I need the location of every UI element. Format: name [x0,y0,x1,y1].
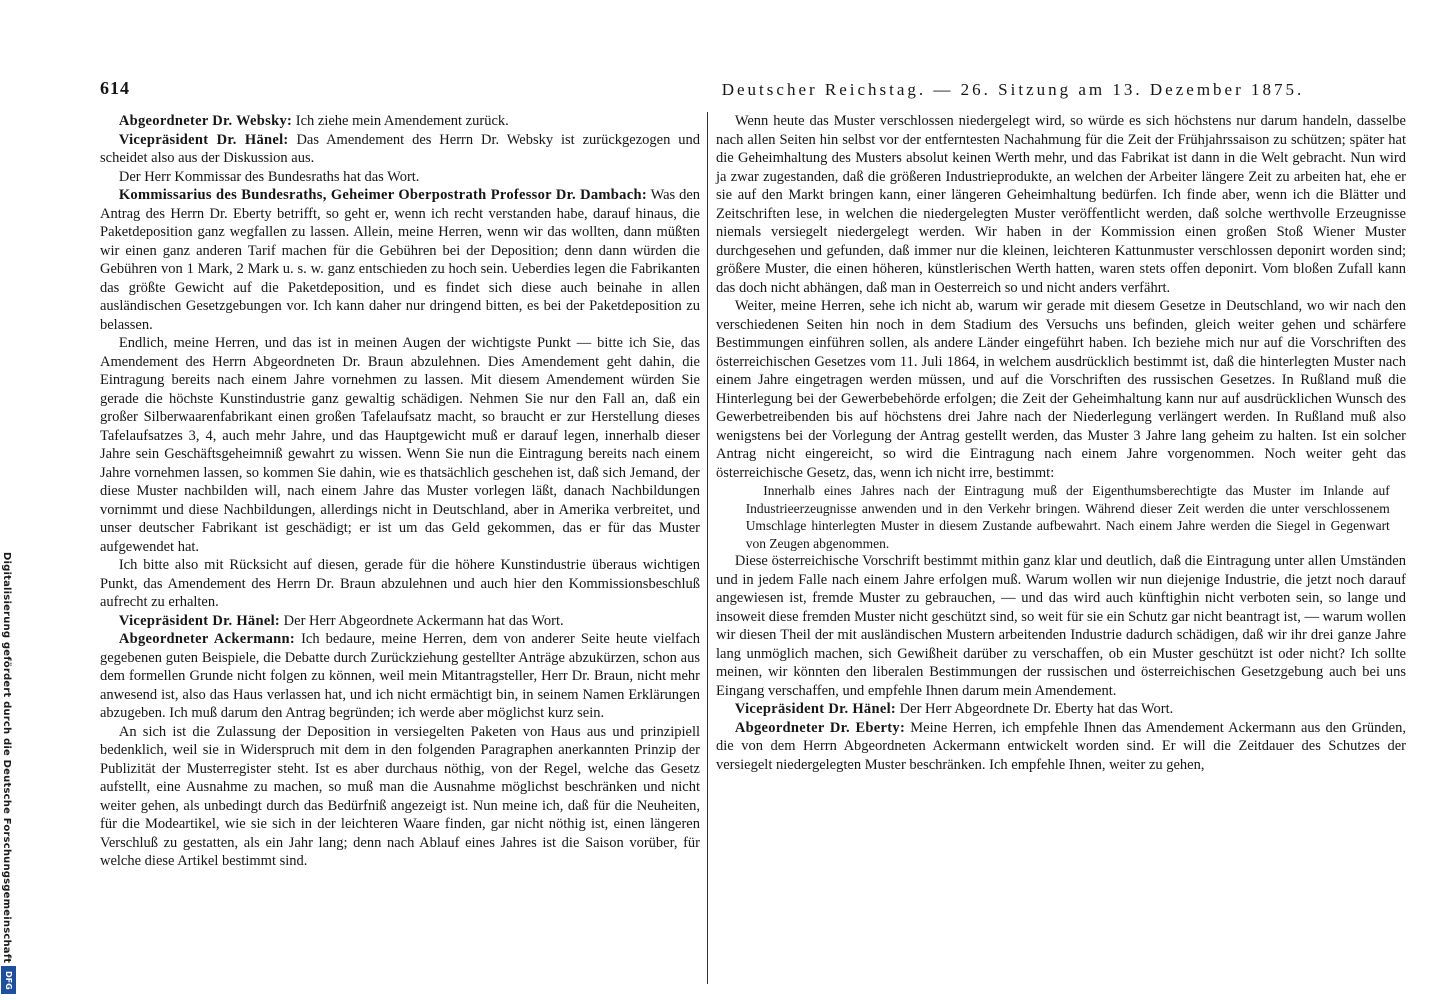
speaker-name: Vicepräsident Dr. Hänel: [118,131,289,148]
speaker-name: Abgeordneter Ackermann: [118,631,296,647]
page-number: 614 [100,78,130,98]
paragraph [100,112,700,131]
paragraph [100,334,700,556]
paragraph-text: Ich bitte also mit Rücksicht auf diesen, gerade für die höhere Kunstindustrie überaus wichtigen Punkt, das Amendement des Herrn Dr. Braun abzulehnen und auch hier den Kommissionsbeschluß aufrecht zu erhalten. [100,557,700,610]
paragraph [716,552,1406,700]
paragraph-text: Was den Antrag des Herrn Dr. Eberty betrifft, so geht er, wenn ich recht verstanden habe, darauf hinaus, die Paketdeposition ganz wegfallen zu lassen. Allein, meine Herren, wenn wir das wollten, dann müßten wir einen ganz anderen Tarif machen für die Gebühren bei der Deposition; denn dann würden die Gebühren von 1 Mark, 2 Mark u. s. w. ganz entschieden zu hoch sein. Ueberdies legen die Fabrikanten das größte Gewicht auf die Paketdeposition, und es findet sich diese auch beinahe in allen ausländischen Gesetzgebungen vor. Ich kann daher nur dringend bitten, es bei der Paketdeposition zu belassen. [100,187,701,333]
paragraph-text: Ich ziehe mein Amendement zurück. [292,113,509,129]
paragraph [100,723,700,871]
paragraph [100,186,700,334]
paragraph-text: Das Amendement des Herrn Dr. Websky ist zurückgezogen und scheidet also aus der Diskussion aus. [100,131,700,166]
quoted-law-text [746,482,1390,552]
right-column [716,112,1406,774]
paragraph [100,131,700,168]
paragraph-text: Endlich, meine Herren, und das ist in meinen Augen der wichtigste Punkt — bitte ich Sie, das Amendement des Herrn Abgeordneten Dr. Braun abzulehnen. Dies Amendement geht dahin, die Eintragung bereits nach einem Jahre vornehmen zu lassen. Mit diesem Amendement würden Sie gerade die höchste Kunstindustrie ganz gewaltig schädigen. Nehmen Sie nur den Fall an, daß ein großer Silberwaarenfabrikant einen großen Tafelaufsatz macht, so braucht er zur Herstellung dieses Tafelaufsatzes 3, 4, auch mehr Jahre, und das Hauptgewicht muß er darauf legen, innerhalb dieser Jahre sein Geschäftsgeheimniß gewahrt zu wissen. Wenn Sie nun die Eintragung bereits nach einem Jahre vornehmen lassen, so kommen Sie dahin, wie es thatsächlich geschehen ist, daß sich Jemand, der diese Muster nachbilden will, nach einem Jahre das Muster vorlegen läßt, danach Nachbildungen vornimmt und diese Nachbildungen, allerdings nicht in Deutschland, aber in Amerika verbreitet, und unser deutscher Fabrikant ist geschädigt; er ist um das Geld gekommen, das er für das Muster aufgewendet hat. [100,335,700,555]
paragraph [716,112,1406,297]
speaker-name: Vicepräsident Dr. Hänel: [118,612,281,629]
paragraph [100,168,700,187]
speaker-name: Abgeordneter Dr. Eberty: [734,719,906,736]
paragraph [100,556,700,612]
running-title: Deutscher Reichstag. — 26. Sitzung am 13. Dezember 1875. [721,80,1305,99]
paragraph [100,612,700,631]
speaker-name: Vicepräsident Dr. Hänel: [734,701,897,717]
dfg-logo [1,966,16,994]
paragraph-text: Der Herr Abgeordnete Dr. Eberty hat das Wort. [896,701,1174,717]
dfg-logo-text: DFG [4,970,13,990]
column-divider [707,112,708,984]
paragraph [716,719,1406,775]
paragraph-text: Wenn heute das Muster verschlossen niedergelegt wird, so würde es sich höchstens nur darum handeln, dasselbe nach allen Seiten hin selbst vor der entferntesten Nachahmung für die Zeit der Frühjahrssaison zu schützen; später hat die Geheimhaltung des Musters absolut keinen Werth mehr, und das Fabrikat ist dann in die Welt gebracht. Nun wird ja zwar zugestanden, daß die größeren Industrieprodukte, an welchen der Arbeiter längere Zeit zu arbeiten hat, ehe er sie auf den Markt bringen kann, einer längeren Geheimhaltung bedürfen. Ich finde aber, wenn ich die Blätter und Zeitschriften lese, in welchen die niedergelegten Muster veröffentlicht werden, daß solche werthvolle Erzeugnisse niemals versiegelt niedergelegt werden. Wir haben in der Kommission einen großen Stoß Wiener Muster durchgesehen und gefunden, daß immer nur die kleinen, leichteren Kattunmuster verschlossen deponirt worden sind; größere Muster, die einen höheren, künstlerischen Werth hatten, waren stets offen deponirt. Vom bloßen Zufall kann das doch nicht abhängen, daß man in Oesterreich so und nicht anders verfährt. [716,113,1406,296]
paragraph-text: An sich ist die Zulassung der Deposition in versiegelten Paketen von Haus aus und prinzipiell bedenklich, weil sie in Widerspruch mit dem in den folgenden Paragraphen anerkannten Prinzip der Publizität der Musterregister steht. Ist es aber durchaus nöthig, von der Regel, welche das Gesetz aufstellt, eine Ausnahme zu machen, so muß man die Ausnahme möglichst beschränken und nicht weiter gehen, als unbedingt durch das Bedürfniß angezeigt ist. Nun meine ich, daß für die Neuheiten, für die Modeartikel, wie sie sich in der leichteren Waare finden, gar nicht nöthig ist, einen längeren Verschluß zu gestatten, als ein Jahr lang; denn nach Ablauf eines Jahres ist die Saison vorüber, für welche diese Artikel bestimmt sind. [100,723,700,869]
paragraph-text: Meine Herren, ich empfehle Ihnen das Amendement Ackermann aus den Gründen, die von dem Herrn Abgeordneten Ackermann entwickelt worden sind. Er will die Zeitdauer des Schutzes der versiegelt niedergelegten Muster beschränken. Ich empfehle Ihnen, weiter zu gehen, [716,719,1406,773]
paragraph-text: Ich bedaure, meine Herren, dem von anderer Seite heute vielfach gegebenen guten Beispiele, die Debatte durch Zurückziehung gestellter Anträge abzukürzen, schon aus dem formellen Grunde nicht folgen zu können, weil mein Mitantragsteller, Herr Dr. Braun, nicht mehr anwesend ist, also das Haus verlassen hat, und ich nicht ermächtigt bin, in seinem Namen Erklärungen abzugeben. Ich muß darum den Antrag begründen; ich werde aber möglichst kurz sein. [100,631,700,721]
paragraph-text: Der Herr Abgeordnete Ackermann hat das Wort. [280,612,564,629]
paragraph [716,700,1406,719]
paragraph-text: Innerhalb eines Jahres nach der Eintragung muß der Eigenthumsberechtigte das Muster im Inlande auf Industrieerzeugnisse anwenden und in den Verkehr bringen. Während dieser Zeit werden die unter verschlossenem Umschlage hinterlegten Muster in diesem Zustande aufbewahrt. Nach einem Jahre werden die Siegel in Gegenwart von Zeugen abgenommen. [745,483,1390,551]
speaker-name: Kommissarius des Bundesraths, Geheimer Oberpostrath Professor Dr. Dambach: [118,187,647,203]
paragraph-text: Der Herr Kommissar des Bundesraths hat das Wort. [118,168,420,185]
paragraph-text: Weiter, meine Herren, sehe ich nicht ab, warum wir gerade mit diesem Gesetze in Deutschland, wo wir nach den verschiedenen Seiten hin noch in dem Stadium des Versuchs uns befinden, gleich weiter gehen und schärfere Bestimmungen einführen sollen, als andere Länder eingeführt haben. Ich beziehe mich nur auf die Vorschriften des österreichischen Gesetzes vom 11. Juli 1864, in welchem ausdrücklich bestimmt ist, daß die hinterlegten Muster nach einem Jahre eingetragen werden müssen, und auf die Vorschriften des russischen Gesetzes. In Rußland muß die Hinterlegung bei der Gewerbebehörde erfolgen; die Zeit der Geheimhaltung kann nur auf ausdrücklichen Wunsch des Gewerbetreibenden bis auf höchstens drei Jahre nach der Niederlegung verlängert werden. In Rußland muß also wenigstens bei der Vorlegung der Antrag gestellt werden, das Muster 3 Jahre lang geheim zu halten. Ist ein solcher Antrag nicht eingereicht, so wird die Eintragung nach einem Jahre vorgenommen. Noch weiter geht das österreichische Gesetz, das, wenn ich nicht irre, bestimmt: [716,298,1406,481]
paragraph [716,297,1406,482]
left-column [100,112,700,871]
speaker-name: Abgeordneter Dr. Websky: [118,113,293,129]
paragraph-text: Diese österreichische Vorschrift bestimmt mithin ganz klar und deutlich, daß die Eintragung unter allen Umständen und in jedem Falle nach einem Jahre erfolgen muß. Warum wollen wir nun diejenige Industrie, die jetzt noch darauf angewiesen ist, fremde Muster zu gebrauchen, — und das wird auch künftighin nicht verboten sein, so lange und insoweit diese fremden Muster nicht geschützt sind, so weit für sie ein Schutz gar nicht beantragt ist, — warum wollen wir diesen Theil der mit ausländischen Mustern arbeitenden Industrie dadurch schädigen, daß wir ihr drei ganze Jahre lang unmöglich machen, sich Gewißheit darüber zu verschaffen, ob ein Muster geschützt ist oder nicht? Ich sollte meinen, wir könnten den liberalen Bestimmungen der russischen und österreichischen Gesetzgebung auch bei uns Eingang verschaffen, und empfehle Ihnen darum mein Amendement. [716,553,1406,699]
paragraph [100,630,700,723]
digitization-notice: Digitalisierung gefördert durch die Deutsche Forschungsgemeinschaft [1,552,12,964]
